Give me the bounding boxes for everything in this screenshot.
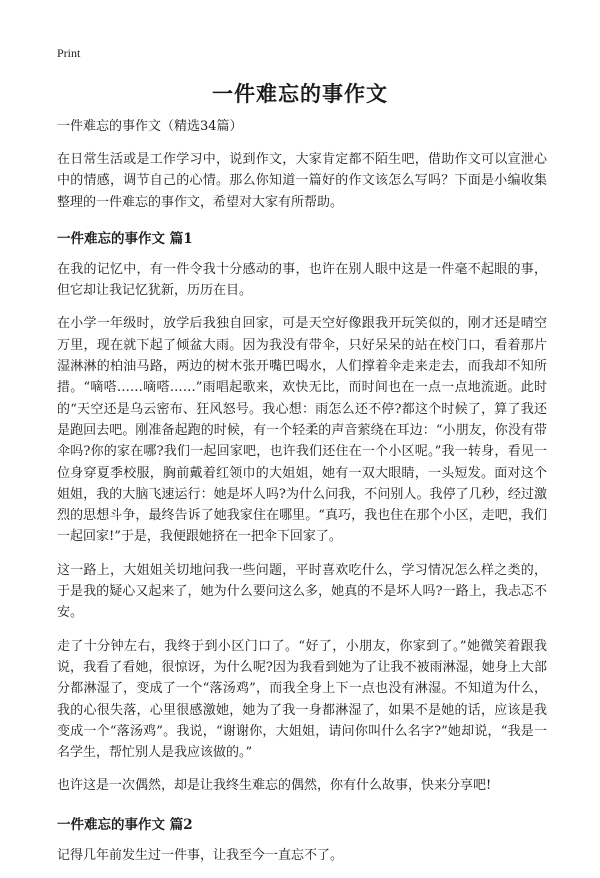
- section-1-paragraph: 也许这是一次偶然，却是让我终生难忘的偶然，你有什么故事，快来分享吧!: [57, 778, 492, 794]
- section-1-paragraph: 这一路上，大姐姐关切地问我一些问题，平时喜欢吃什么，学习情况怎么样之类的，于是我的疑心又起来了，她为什么要问这么多，她真的不是坏人吗?一路上，我忐忑不安。: [57, 562, 547, 621]
- print-label: Print: [57, 46, 81, 60]
- section-heading-2: 一件难忘的事作文 篇2: [57, 816, 193, 833]
- section-heading-1: 一件难忘的事作文 篇1: [57, 230, 193, 247]
- section-2-paragraph: 记得几年前发生过一件事，让我至今一直忘不了。: [57, 847, 344, 863]
- document-title: 一件难忘的事作文: [212, 81, 388, 106]
- document-subtitle: 一件难忘的事作文（精选34篇）: [57, 119, 243, 134]
- document-body: [57, 117, 547, 878]
- section-1-paragraph: 在小学一年级时，放学后我独自回家，可是天空好像跟我开玩笑似的，刚才还是晴空万里，现在就下起了倾盆大雨。因为我没有带伞，只好呆呆的站在校门口，看着那片湿淋淋的柏油马路，两边的树木张开嘴巴喝水，人们撑着伞走来走去，而我却不知所措。“嘀嗒……嘀嗒……”雨唱起歌来，欢快无比，而时间也在一点一点地流逝。此时的“天空还是乌云密布、狂风怒号。我心想：雨怎么还不停?都这个时候了，算了我还是跑回去吧。刚准备起跑的时候，有一个轻柔的声音萦绕在耳边：“小朋友，你没有带伞吗?你的家在哪?我们一起回家吧，也许我们还住在一个小区呢。”我一转身，看见一位身穿夏季校服，胸前戴着红领巾的大姐姐，她有一双大眼睛，一头短发。面对这个姐姐，我的大脑飞速运行：她是坏人吗?为什么问我，不问别人。我停了几秒，经过激烈的思想斗争，最终告诉了她我家住在哪里。“真巧，我也住在那个小区，走吧，我们一起回家!”于是，我便跟她挤在一把伞下回家了。: [57, 316, 547, 545]
- section-1-paragraph: 在我的记忆中，有一件令我十分感动的事，也许在别人眼中这是一件毫不起眼的事，但它却让我记忆犹新，历历在目。: [57, 261, 547, 299]
- section-1-paragraph: 走了十分钟左右，我终于到小区门口了。“好了，小朋友，你家到了。”她微笑着跟我说，我看了看她，很惊讶，为什么呢?因为我看到她为了让我不被雨淋湿，她身上大部分都淋湿了，变成了一个“落汤鸡”，而我全身上下一点也没有淋湿。不知道为什么，我的心很失落，心里很感激她，她为了我一身都淋湿了，如果不是她的话，应该是我变成一个“落汤鸡”。我说，“谢谢你，大姐姐，请问你叫什么名字?”她却说，“我是一名学生，帮忙别人是我应该做的。”: [57, 638, 547, 761]
- intro-paragraph: 在日常生活或是工作学习中，说到作文，大家肯定都不陌生吧，借助作文可以宣泄心中的情感，调节自己的心情。那么你知道一篇好的作文该怎么写吗？下面是小编收集整理的一件难忘的事作文，希望对大家有所帮助。: [57, 152, 547, 210]
